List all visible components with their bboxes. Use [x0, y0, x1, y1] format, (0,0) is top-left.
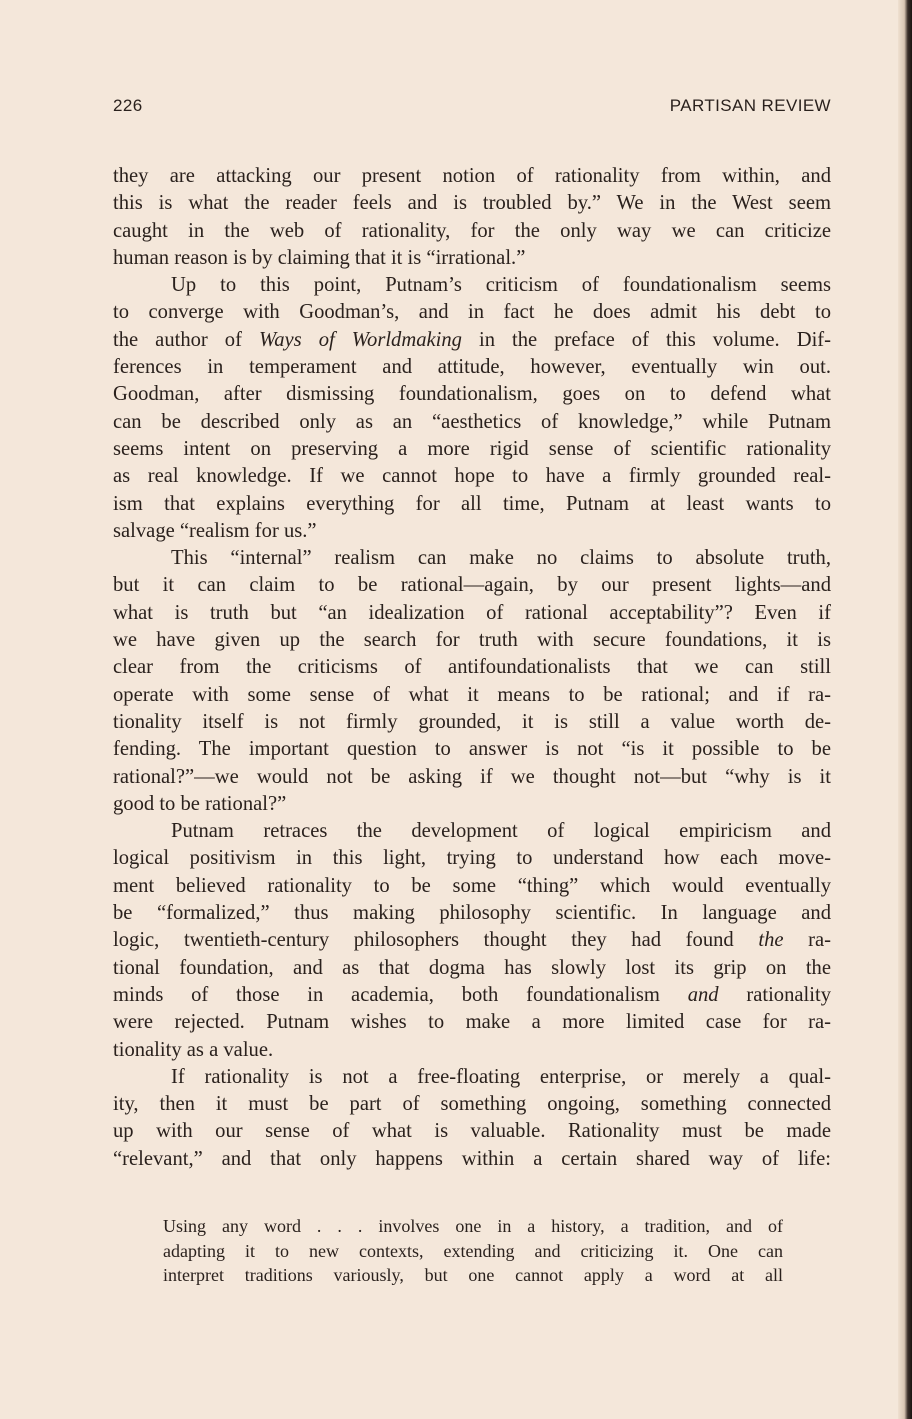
text-line: can be described only as an “aesthetics of knowledge,” while Putnam: [113, 410, 831, 433]
text-line: were rejected. Putnam wishes to make a more limited case for ra-: [113, 1011, 831, 1034]
text-line: operate with some sense of what it means to be rational; and if ra-: [113, 683, 831, 706]
paragraph-1: [113, 163, 831, 272]
text-line: salvage “realism for us.”: [113, 519, 317, 542]
text-run: the author of: [113, 328, 259, 351]
text-line: ism that explains everything for all time, Putnam at least wants to: [113, 492, 831, 515]
text-line: tional foundation, and as that dogma has slowly lost its grip on the: [113, 956, 831, 979]
running-header: [113, 96, 831, 122]
text-line: up with our sense of what is valuable. Rationality must be made: [113, 1120, 831, 1143]
text-line: clear from the criticisms of antifoundationalists that we can still: [113, 656, 831, 679]
text-line-mixed: [113, 327, 831, 354]
text-line: tionality itself is not firmly grounded, it is still a value worth de-: [113, 710, 831, 733]
text-line: fending. The important question to answer is not “is it possible to be: [113, 738, 831, 761]
journal-title: PARTISAN REVIEW: [669, 96, 831, 115]
text-run: ra-: [783, 929, 831, 952]
text-line: logical positivism in this light, trying to understand how each move-: [113, 847, 831, 870]
text-line: Putnam retraces the development of logical empiricism and: [171, 820, 831, 843]
paragraph-3: [113, 545, 831, 818]
text-line: ferences in temperament and attitude, however, eventually win out.: [113, 356, 831, 379]
text-line: be “formalized,” thus making philosophy scientific. In language and: [113, 902, 831, 925]
text-line: Up to this point, Putnam’s criticism of foundationalism seems: [171, 274, 831, 297]
text-line-mixed: [113, 982, 831, 1009]
quote-line: interpret traditions variously, but one cannot apply a word at all: [163, 1265, 783, 1285]
text-run: logic, twentieth-century philosophers thought they had found: [113, 929, 759, 952]
text-line: This “internal” realism can make no claims to absolute truth,: [171, 547, 831, 570]
paragraph-2: [113, 272, 831, 545]
text-line: this is what the reader feels and is troubled by.” We in the West seem: [113, 192, 831, 215]
text-line: they are attacking our present notion of rationality from within, and: [113, 165, 831, 187]
text-line: good to be rational?”: [113, 792, 287, 815]
text-run: in the preface of this volume. Dif-: [461, 328, 832, 351]
text-line: ment believed rationality to be some “thing” which would eventually: [113, 874, 831, 897]
quote-line: Using any word . . . involves one in a history, a tradition, and of: [163, 1216, 783, 1236]
paragraph-5: [113, 1064, 831, 1173]
text-line: caught in the web of rationality, for the only way we can criticize: [113, 219, 831, 242]
block-quotation: [163, 1214, 783, 1288]
book-title: Ways of Worldmaking: [258, 328, 462, 351]
text-run: rationality: [718, 983, 831, 1006]
text-line: we have given up the search for truth with secure foundations, it is: [113, 629, 831, 652]
page-number: 226: [113, 96, 143, 115]
article-body: [113, 163, 831, 1173]
text-line: “relevant,” and that only happens within a certain shared way of life:: [113, 1147, 831, 1170]
text-line: to converge with Goodman’s, and in fact he does admit his debt to: [113, 301, 831, 324]
text-line: human reason is by claiming that it is “irrational.”: [113, 246, 526, 269]
emphasis: and: [687, 983, 719, 1006]
paragraph-4: [113, 818, 831, 1064]
text-line: Goodman, after dismissing foundationalism, goes on to defend what: [113, 383, 831, 406]
text-line: ity, then it must be part of something ongoing, something connected: [113, 1093, 831, 1116]
quote-line: adapting it to new contexts, extending and criticizing it. One can: [163, 1240, 783, 1261]
text-line-mixed: [113, 927, 831, 954]
text-line: If rationality is not a free-floating enterprise, or merely a qual-: [171, 1065, 831, 1088]
text-line: seems intent on preserving a more rigid sense of scientific rationality: [113, 437, 831, 460]
emphasis: the: [758, 929, 784, 952]
text-run: minds of those in academia, both foundationalism: [113, 983, 688, 1006]
text-line: as real knowledge. If we cannot hope to have a firmly grounded real-: [113, 465, 831, 488]
page-edge-shadow: [898, 0, 912, 1419]
text-line: tionality as a value.: [113, 1038, 274, 1061]
text-line: but it can claim to be rational—again, by our present lights—and: [113, 574, 831, 597]
text-line: what is truth but “an idealization of rational acceptability”? Even if: [113, 601, 831, 624]
text-line: rational?”—we would not be asking if we thought not—but “why is it: [113, 765, 831, 788]
